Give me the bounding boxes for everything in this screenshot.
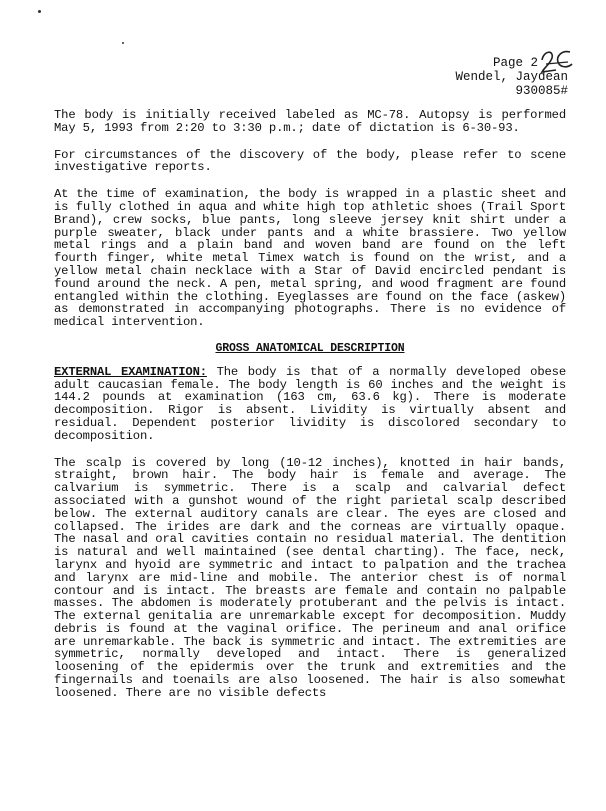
- handwritten-initials-icon: [538, 46, 574, 76]
- external-examination-text: The body is that of a normally developed obese adult caucasian female. The body length is 60 inches and the weight is 144.2 pounds at examination (163 cm, 63.6 kg). There is moderate decomposition. Rigor is absent. Lividity is virtually absent and residual. Dependent posterior lividity is discolored secondary to decomposition.: [54, 364, 566, 443]
- scan-speck: [38, 10, 41, 13]
- paragraph-scalp: The scalp is covered by long (10-12 inches), knotted in hair bands, straight, brown hair. The body hair is female and average. The calvarium is symmetric. There is a scalp and calvarial defect associated with a gunshot wound of the right parietal scalp described below. The external auditory canals are clear. The eyes are closed and collapsed. The irides are dark and the corneas are virtually opaque. The nasal and oral cavities contain no residual material. The dentition is natural and well maintained (see dental charting). The face, neck, larynx and hyoid are symmetric and intact to palpation and the trachea and larynx are mid-line and mobile. The anterior chest is of normal contour and is intact. The breasts are female and contain no palpable masses. The abdomen is moderately protuberant and the pelvis is intact. The external genitalia are unremarkable except for decomposition. Muddy debris is found at the vaginal orifice. The perineum and anal orifice are unremarkable. The back is symmetric and intact. The extremities are symmetric, normally developed and intact. There is generalized loosening of the epidermis over the trunk and extremities and the fingernails and toenails are also loosened. The hair is also somewhat loosened. There are no visible defects: [54, 455, 566, 700]
- paragraph-circumstances: For circumstances of the discovery of the body, please refer to scene investigative reports.: [54, 147, 566, 175]
- scan-speck: [122, 42, 124, 44]
- page-header: [455, 56, 568, 98]
- case-number: 930085#: [515, 84, 568, 98]
- page-number-line: [455, 56, 568, 70]
- paragraph-clothing: At the time of examination, the body is wrapped in a plastic sheet and is fully clothed in aqua and white high top athletic shoes (Trail Sport Brand), crew socks, blue pants, long sleeve jersey knit shirt under a purple sweater, black under pants and a white brassiere. Two yellow metal rings and a plain band and woven band are found on the left fourth finger, white metal Timex watch is found on the wrist, and a yellow metal chain necklace with a Star of David encircled pendant is found around the neck. A pen, metal spring, and wood fragment are found entangled within the clothing. Eyeglasses are found on the face (askew) as demonstrated in accompanying photographs. There is no evidence of medical intervention.: [54, 187, 566, 330]
- paragraph-intro: The body is initially received labeled as MC-78. Autopsy is performed May 5, 1993 from 2:20 to 3:30 p.m.; date of dictation is 6-30-93.: [54, 108, 566, 135]
- decedent-name: Wendel, Jaydean: [455, 70, 568, 84]
- page-label: Page 2: [492, 56, 538, 70]
- external-examination-heading: EXTERNAL EXAMINATION:: [54, 364, 207, 379]
- report-body: [54, 109, 566, 714]
- section-title: GROSS ANATOMICAL DESCRIPTION: [215, 341, 405, 355]
- paragraph-external-examination: [54, 366, 566, 443]
